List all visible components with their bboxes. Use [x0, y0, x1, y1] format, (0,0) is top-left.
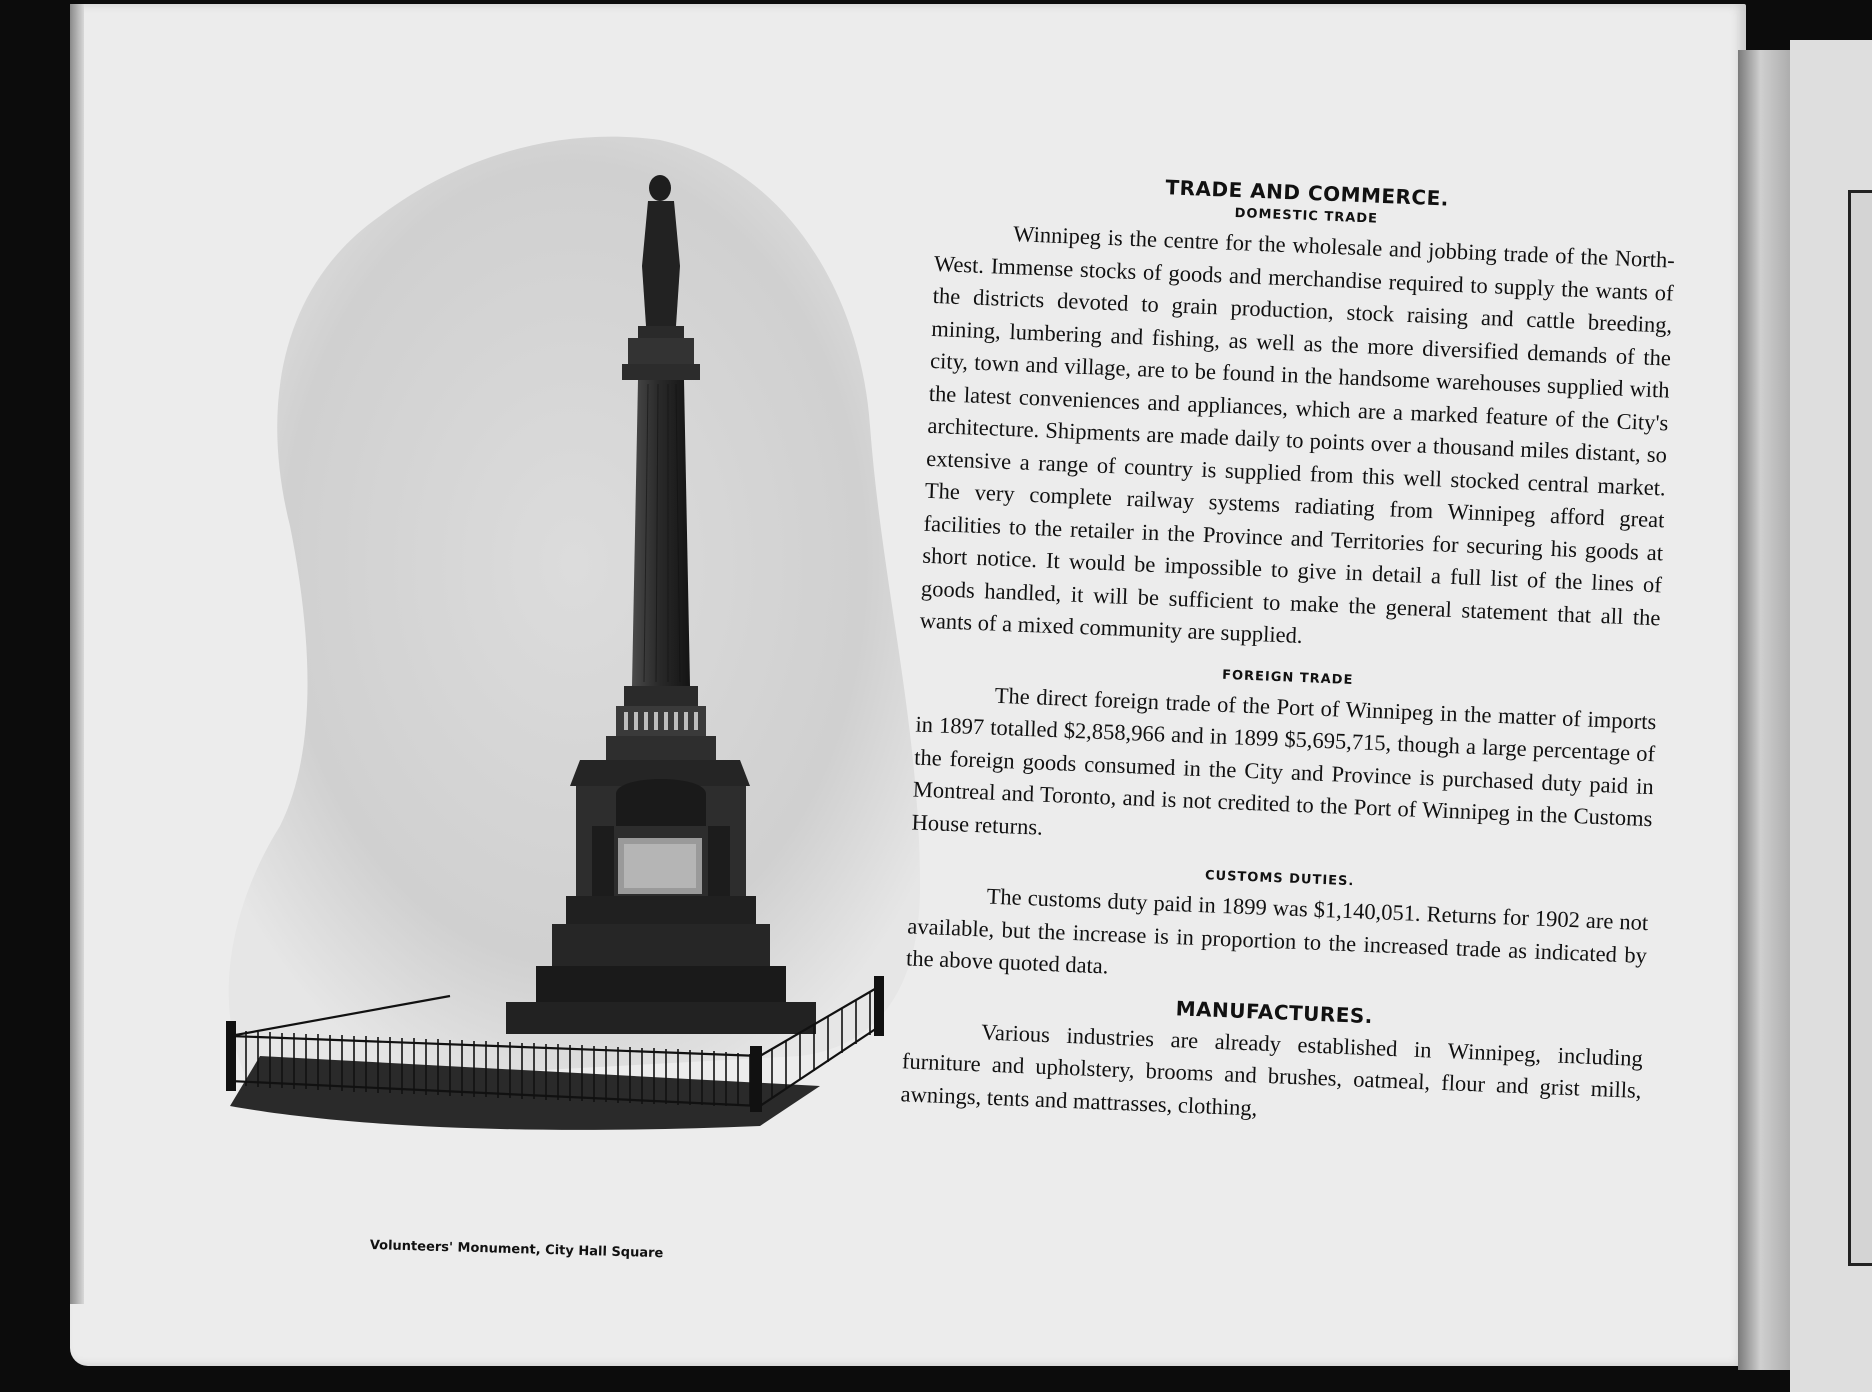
subheading-domestic-trade: DOMESTIC TRADE [1234, 205, 1379, 227]
article-text [900, 166, 1677, 1140]
photo-caption: Volunteers' Monument, City Hall Square [369, 1238, 664, 1262]
paragraph-domestic-trade: Winnipeg is the centre for the wholesale and jobbing trade of the North-West. Immense stocks of goods and merchandise required to supply the wants of the districts devoted to grain production, stock raising and cattle breeding, mining, lumbering and fishing, as well as the more diversified demands of the city, town and village, are to be found in the handsome warehouses supplied with the latest conveniences and appliances, which are a marked feature of the City's architecture. Shipments are made daily to points over a thousand miles distant, so extensive a range of country is supplied from this well stocked central market. The very complete railway systems radiating from Winnipeg afford great facilities to the retailer in the Province and Territories for securing his goods at short notice. It would be impossible to give in detail a full list of the lines of goods handled, it will be sufficient to make the general statement that all the wants of a mixed community are supplied. [919, 221, 1676, 648]
facing-page-frame [1848, 190, 1872, 1266]
paragraph-customs-duties: The customs duty paid in 1899 was $1,140,051. Returns for 1902 are not available, but the increase is in proportion to the increased trade as indicated by the above quoted data. [905, 883, 1649, 979]
book-binding [1738, 50, 1794, 1370]
subheading-customs-duties: CUSTOMS DUTIES. [1204, 868, 1355, 890]
monument-photo [220, 126, 940, 1236]
paragraph-manufactures: Various industries are already established in Winnipeg, including furniture and upholstery, brooms and brushes, oatmeal, flour and grist mills, awnings, tents and mattrasses, clothing, [900, 1018, 1644, 1121]
section-heading-trade: TRADE AND COMMERCE. [1165, 175, 1450, 211]
section-heading-manufactures: MANUFACTURES. [1175, 995, 1374, 1028]
paragraph-foreign-trade: The direct foreign trade of the Port of Winnipeg in the matter of imports in 1897 totalled $2,858,966 and in 1899 $5,695,715, though a large percentage of the foreign goods consumed in the City and Province is purchased duty paid in Montreal and Toronto, and is not credited to the Port of Winnipeg in the Customs House returns. [911, 682, 1657, 840]
page-edge [70, 4, 84, 1304]
subheading-foreign-trade: FOREIGN TRADE [1221, 667, 1354, 688]
